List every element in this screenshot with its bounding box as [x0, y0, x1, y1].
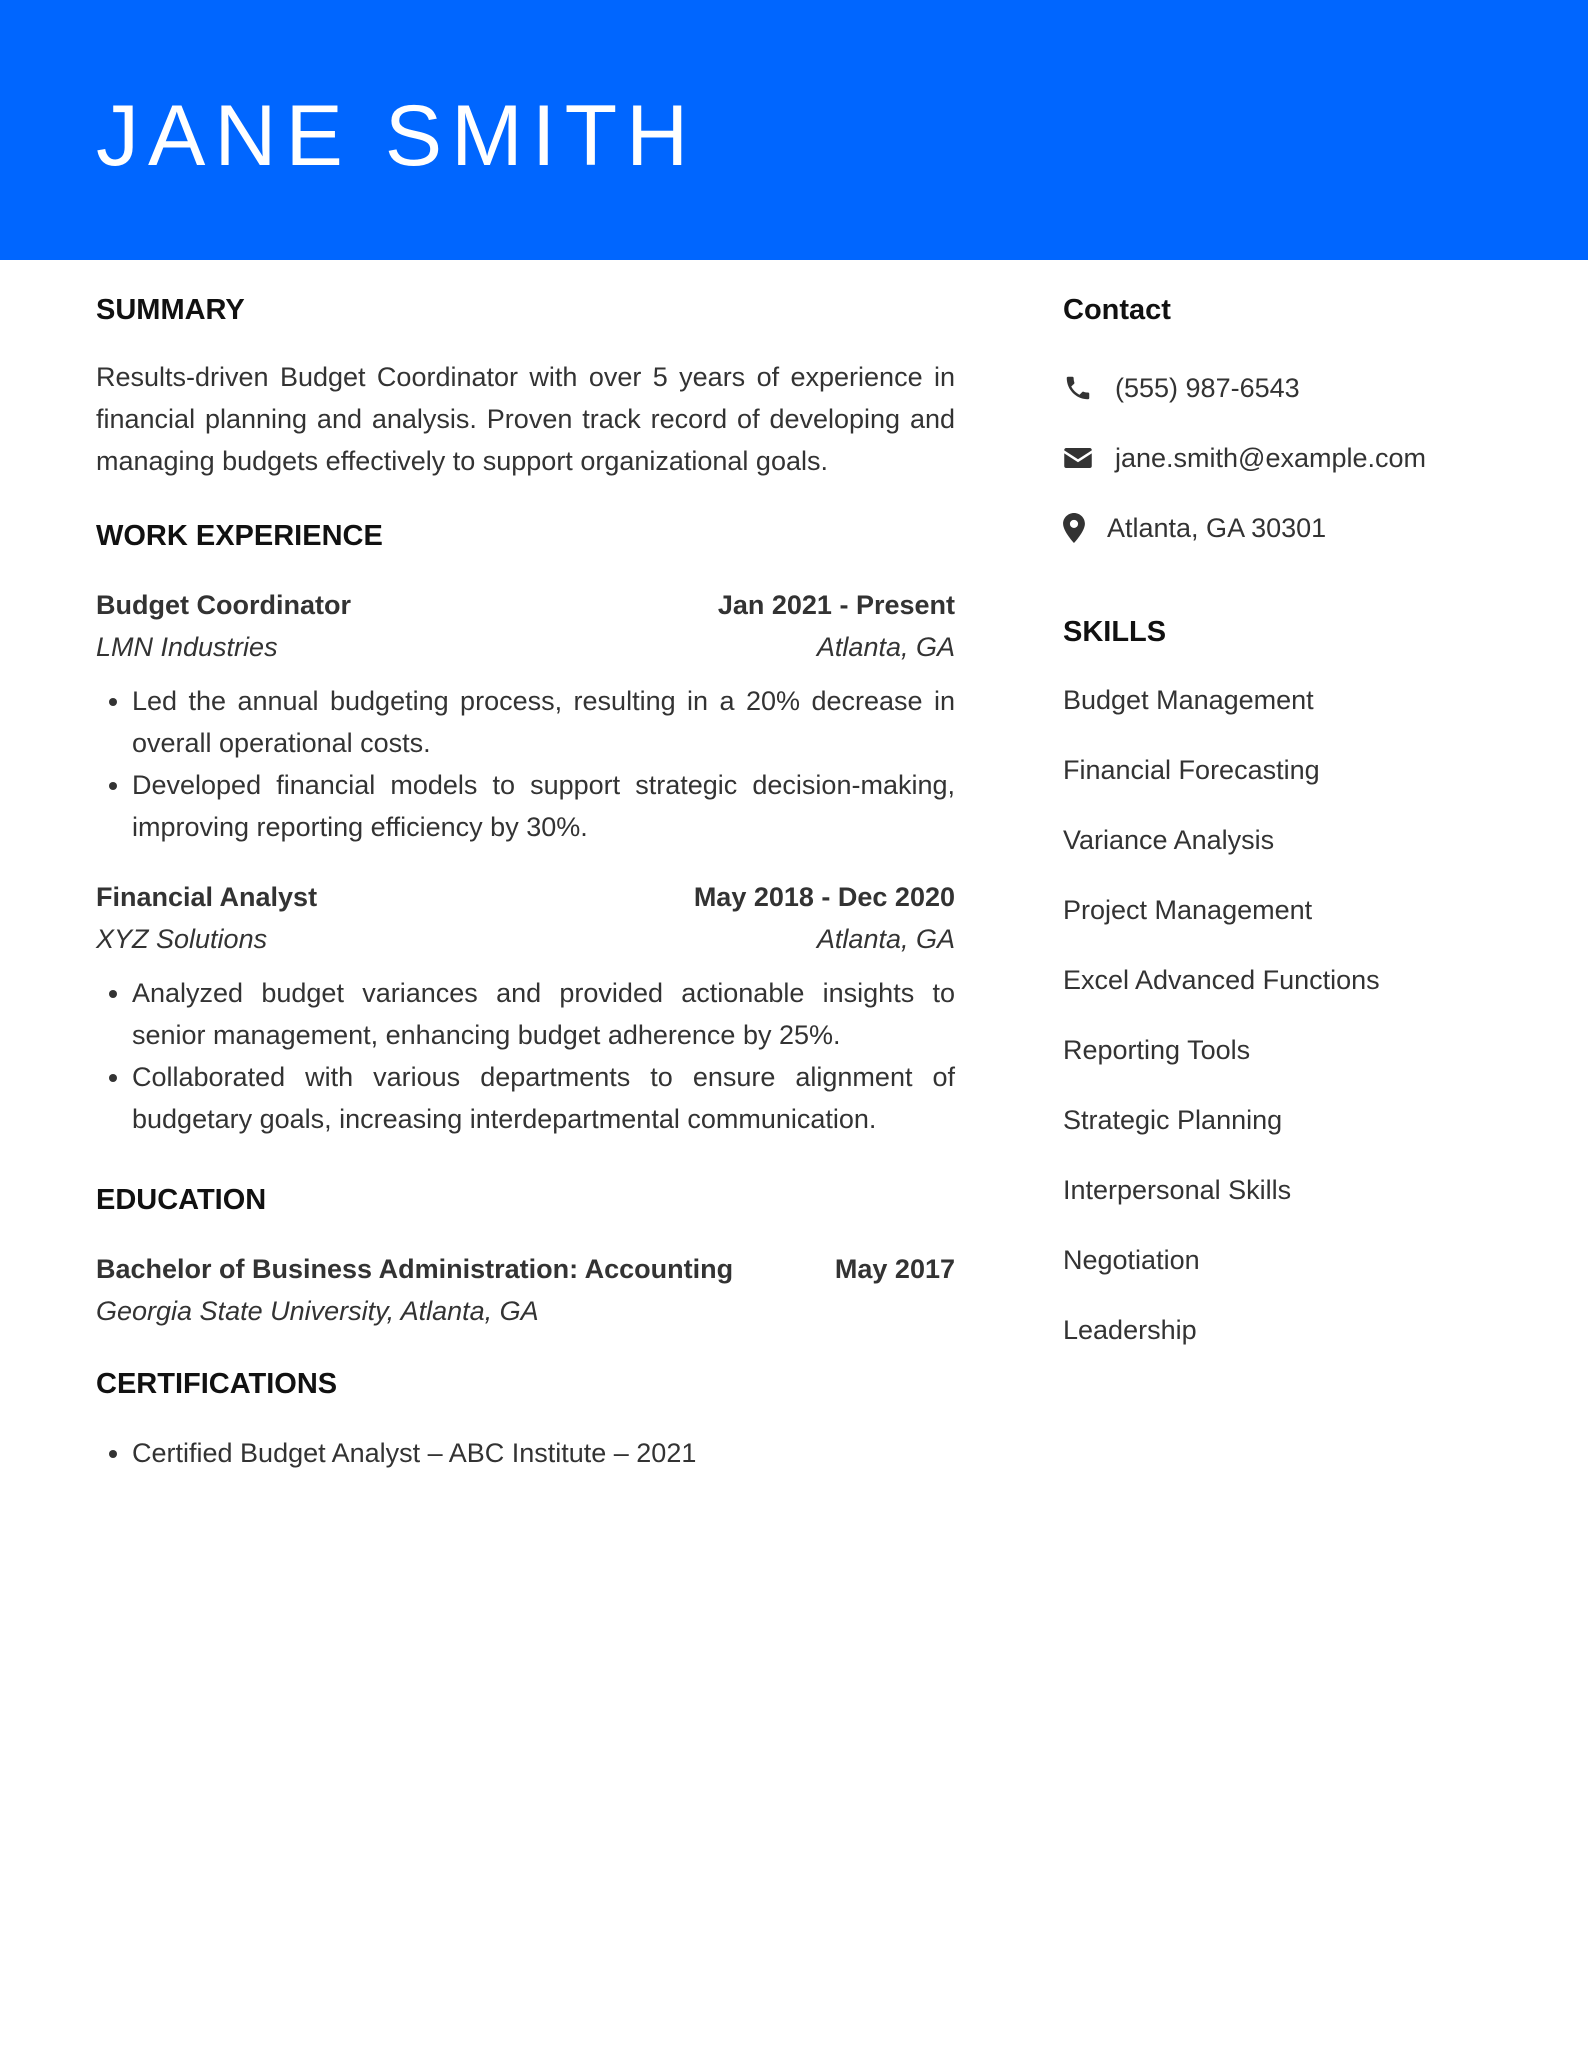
- job-title: Financial Analyst: [96, 882, 318, 912]
- skill-item: Leadership: [1063, 1315, 1197, 1345]
- job-bullet: • Analyzed budget variances and provided actionable insights to senior management, enhancing budget adherence by 25%.: [132, 972, 955, 1056]
- map-pin-icon: [1063, 513, 1085, 543]
- phone-icon: [1063, 373, 1093, 403]
- job-company: XYZ Solutions: [96, 924, 268, 954]
- certification-item: • Certified Budget Analyst – ABC Institute – 2021: [132, 1432, 955, 1474]
- school: Georgia State University, Atlanta, GA: [96, 1296, 539, 1326]
- summary-text: Results-driven Budget Coordinator with over 5 years of experience in financial planning and analysis. Proven track record of developing and managing budgets effectively to support organizational goals.: [96, 362, 955, 476]
- degree: Bachelor of Business Administration: Accounting: [96, 1254, 734, 1284]
- job-entry: [96, 584, 955, 848]
- job-dates: May 2018 - Dec 2020: [693, 882, 955, 912]
- graduation-date: May 2017: [834, 1254, 955, 1284]
- summary-heading: SUMMARY: [96, 294, 245, 326]
- skill-item: Project Management: [1063, 895, 1313, 925]
- job-location: Atlanta, GA: [816, 632, 955, 662]
- job-company: LMN Industries: [96, 632, 278, 662]
- contact-email: [1063, 438, 1543, 478]
- envelope-icon: [1063, 446, 1093, 470]
- skill-item: Strategic Planning: [1063, 1105, 1283, 1135]
- job-bullets: [96, 972, 955, 1140]
- education-heading: EDUCATION: [96, 1184, 267, 1216]
- job-bullet: • Led the annual budgeting process, resulting in a 20% decrease in overall operational costs.: [132, 680, 955, 764]
- job-bullet: • Collaborated with various departments to ensure alignment of budgetary goals, increasing interdepartmental communication.: [132, 1056, 955, 1140]
- sidebar-column: [1063, 260, 1543, 1350]
- location-text: Atlanta, GA 30301: [1107, 513, 1327, 543]
- main-column: [96, 260, 955, 1474]
- contact-section: [1063, 292, 1543, 548]
- contact-heading: Contact: [1063, 294, 1171, 326]
- job-bullets: [96, 680, 955, 848]
- candidate-name: JANE SMITH: [96, 88, 698, 184]
- skill-item: Interpersonal Skills: [1063, 1175, 1292, 1205]
- skill-item: Budget Management: [1063, 685, 1314, 715]
- certification-list: [96, 1432, 955, 1474]
- skill-item: Negotiation: [1063, 1245, 1200, 1275]
- contact-location: [1063, 508, 1543, 548]
- education-section: [96, 1182, 955, 1332]
- job-bullet: • Developed financial models to support strategic decision-making, improving reporting efficiency by 30%.: [132, 764, 955, 848]
- header-banner: [0, 0, 1588, 260]
- email-address: jane.smith@example.com: [1115, 443, 1427, 473]
- certifications-heading: CERTIFICATIONS: [96, 1368, 338, 1400]
- summary-section: [96, 292, 955, 482]
- skill-item: Reporting Tools: [1063, 1035, 1251, 1065]
- job-title: Budget Coordinator: [96, 590, 351, 620]
- skill-item: Variance Analysis: [1063, 825, 1275, 855]
- skill-item: Excel Advanced Functions: [1063, 965, 1380, 995]
- skills-heading: SKILLS: [1063, 616, 1167, 648]
- job-dates: Jan 2021 - Present: [717, 590, 955, 620]
- skills-section: [1063, 614, 1543, 1350]
- job-location: Atlanta, GA: [816, 924, 955, 954]
- experience-heading: WORK EXPERIENCE: [96, 520, 383, 552]
- job-entry: [96, 876, 955, 1140]
- contact-phone: [1063, 368, 1543, 408]
- experience-section: [96, 518, 955, 1140]
- skill-item: Financial Forecasting: [1063, 755, 1320, 785]
- certifications-section: [96, 1366, 955, 1474]
- skills-list: [1063, 680, 1543, 1350]
- phone-number: (555) 987-6543: [1115, 373, 1300, 403]
